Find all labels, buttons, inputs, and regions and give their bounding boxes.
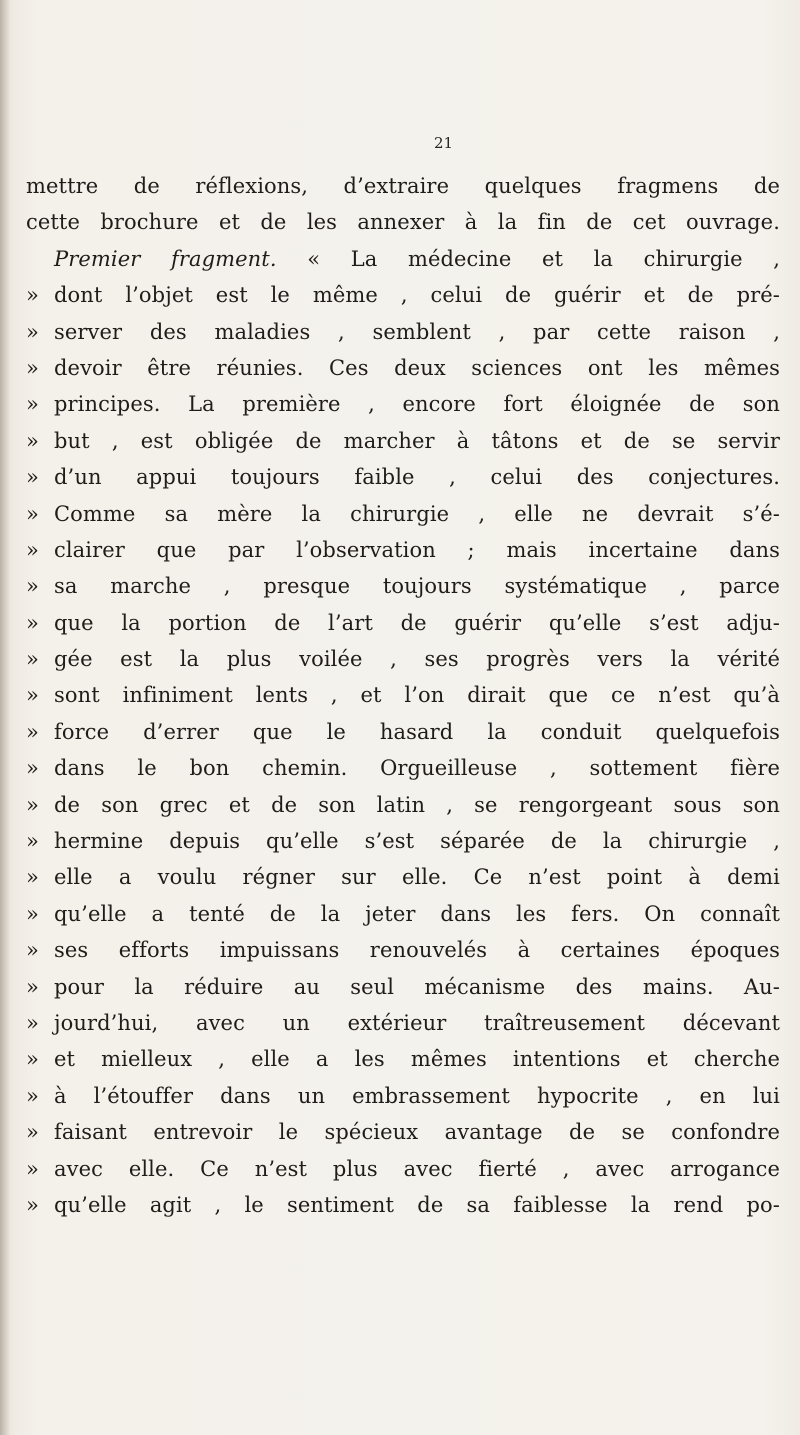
line-text: d’un appui toujours faible , celui des conjectures. <box>54 465 780 490</box>
line-text: à l’étouffer dans un embrassement hypocrite , en lui <box>54 1083 780 1108</box>
quote-mark: » <box>26 283 39 308</box>
text-line <box>26 605 780 641</box>
line-text: avec elle. Ce n’est plus avec fierté , avec arrogance <box>54 1156 780 1181</box>
quote-mark: » <box>26 319 39 344</box>
text-line <box>26 641 780 677</box>
text-line <box>26 277 780 313</box>
quote-mark: » <box>26 1047 39 1072</box>
quote-mark: » <box>26 1083 39 1108</box>
line-text: gée est la plus voilée , ses progrès vers la vérité <box>54 647 780 672</box>
text-line <box>26 314 780 350</box>
quote-mark: » <box>26 829 39 854</box>
line-text: jourd’hui, avec un extérieur traîtreusement décevant <box>54 1010 780 1035</box>
line-text: mettre de réflexions, d’extraire quelques fragmens de <box>26 174 780 198</box>
line-text: qu’elle agit , le sentiment de sa faiblesse la rend po- <box>54 1192 780 1217</box>
text-line <box>26 823 780 859</box>
quote-mark: » <box>26 719 39 744</box>
quote-mark: » <box>26 1156 39 1181</box>
quote-mark: » <box>26 392 39 417</box>
quote-mark: » <box>26 647 39 672</box>
text-line <box>26 1078 780 1114</box>
line-text: but , est obligée de marcher à tâtons et de se servir <box>54 428 780 453</box>
quote-mark: » <box>26 792 39 817</box>
text-line <box>26 1151 780 1187</box>
line-text: Comme sa mère la chirurgie , elle ne devrait s’é- <box>54 501 780 526</box>
quote-mark: » <box>26 355 39 380</box>
quote-mark: » <box>26 610 39 635</box>
line-text: server des maladies , semblent , par cette raison , <box>54 319 780 344</box>
text-line <box>26 714 780 750</box>
line-text: faisant entrevoir le spécieux avantage de se confondre <box>54 1120 780 1145</box>
quote-mark: » <box>26 501 39 526</box>
quote-mark: » <box>26 1192 39 1217</box>
quote-mark: » <box>26 974 39 999</box>
text-line <box>26 241 780 277</box>
text-line <box>26 496 780 532</box>
quote-mark: » <box>26 901 39 926</box>
line-text: dans le bon chemin. Orgueilleuse , sottement fière <box>54 756 780 781</box>
text-line <box>26 350 780 386</box>
text-line <box>26 204 780 240</box>
line-text: sa marche , presque toujours systématique , parce <box>54 574 780 599</box>
text-line <box>26 969 780 1005</box>
line-text: de son grec et de son latin , se rengorgeant sous son <box>54 792 780 817</box>
fragment-text: « La médecine et la chirurgie , <box>307 246 781 271</box>
text-line <box>26 459 780 495</box>
text-line <box>26 750 780 786</box>
line-text: ses efforts impuissans renouvelés à certaines époques <box>54 938 780 963</box>
quote-mark: » <box>26 1010 39 1035</box>
line-text: principes. La première , encore fort éloignée de son <box>54 392 780 417</box>
quote-mark: » <box>26 756 39 781</box>
text-line <box>26 568 780 604</box>
text-line <box>26 677 780 713</box>
line-text: et mielleux , elle a les mêmes intentions et cherche <box>54 1047 780 1072</box>
text-line <box>26 896 780 932</box>
line-text: que la portion de l’art de guérir qu’elle s’est adju- <box>54 610 780 635</box>
text-line <box>26 168 780 204</box>
line-text: pour la réduire au seul mécanisme des mains. Au- <box>54 974 780 999</box>
line-text: devoir être réunies. Ces deux sciences ont les mêmes <box>54 355 780 380</box>
text-line <box>26 386 780 422</box>
text-line <box>26 932 780 968</box>
binding-edge <box>0 0 10 1435</box>
quote-mark: » <box>26 938 39 963</box>
quote-mark: » <box>26 1120 39 1145</box>
quote-mark: » <box>26 537 39 562</box>
text-block <box>26 168 780 1223</box>
text-line <box>26 787 780 823</box>
text-line <box>26 532 780 568</box>
quote-mark: » <box>26 683 39 708</box>
line-text: hermine depuis qu’elle s’est séparée de la chirurgie , <box>54 829 780 854</box>
line-text: dont l’objet est le même , celui de guérir et de pré- <box>54 283 780 308</box>
line-text: sont infiniment lents , et l’on dirait que ce n’est qu’à <box>54 683 780 708</box>
fragment-heading: Premier fragment. <box>54 246 277 271</box>
line-text: cette brochure et de les annexer à la fin de cet ouvrage. <box>26 210 780 235</box>
page-number: 21 <box>434 134 454 152</box>
line-text: qu’elle a tenté de la jeter dans les fers. On connaît <box>54 901 780 926</box>
line-text: elle a voulu régner sur elle. Ce n’est point à demi <box>54 865 780 890</box>
quote-mark: » <box>26 865 39 890</box>
text-line <box>26 1114 780 1150</box>
quote-mark: » <box>26 428 39 453</box>
line-text: clairer que par l’observation ; mais incertaine dans <box>54 537 780 562</box>
text-line <box>26 1041 780 1077</box>
line-text: force d’errer que le hasard la conduit quelquefois <box>54 719 780 744</box>
text-line <box>26 423 780 459</box>
line-text <box>54 241 780 277</box>
text-line <box>26 859 780 895</box>
text-line <box>26 1187 780 1223</box>
quote-mark: » <box>26 465 39 490</box>
text-line <box>26 1005 780 1041</box>
quote-mark: » <box>26 574 39 599</box>
